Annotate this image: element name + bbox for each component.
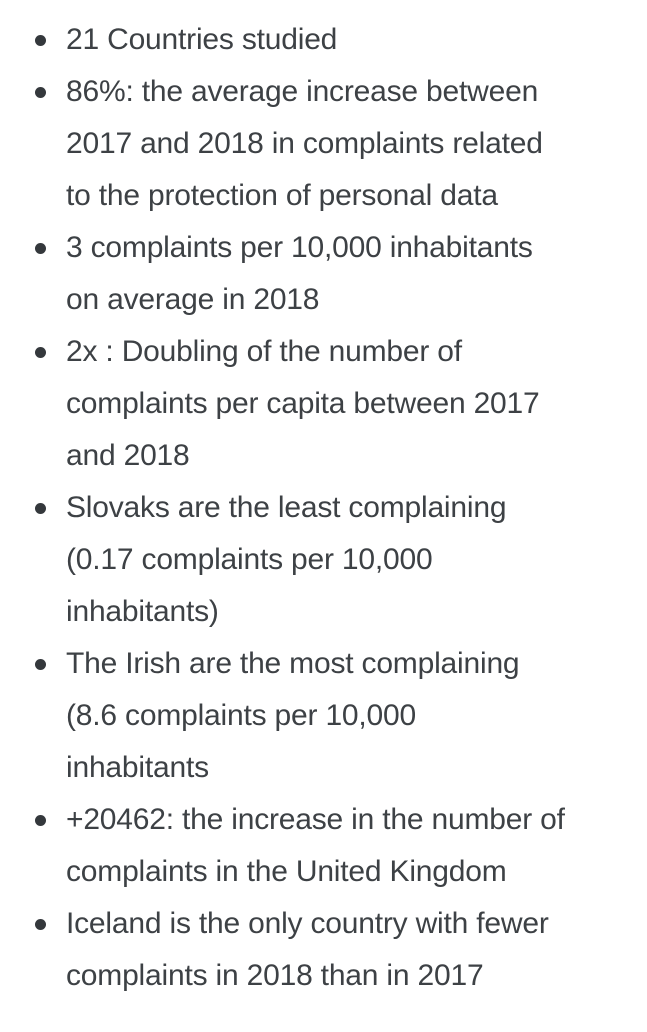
bullet-icon — [35, 347, 46, 358]
bullet-icon — [35, 659, 46, 670]
bullet-icon — [35, 503, 46, 514]
bullet-icon — [35, 35, 46, 46]
list-item-line: on average in 2018 — [66, 283, 320, 316]
list-item-line: 2017 and 2018 in complaints related — [66, 127, 543, 160]
list-item-line: 2x : Doubling of the number of — [66, 335, 462, 368]
bullet-icon — [35, 815, 46, 826]
list-item — [66, 222, 637, 326]
list-item-line: to the protection of personal data — [66, 179, 498, 212]
list-item — [66, 638, 637, 794]
list-item — [66, 14, 637, 66]
list-item-line: +20462: the increase in the number of — [66, 803, 565, 836]
list-item-line: (0.17 complaints per 10,000 — [66, 543, 433, 576]
list-item — [66, 794, 637, 898]
list-item-line: Iceland is the only country with fewer — [66, 907, 549, 940]
bullet-icon — [35, 919, 46, 930]
bullet-icon — [35, 87, 46, 98]
list-item — [66, 326, 637, 482]
list-item-line: 3 complaints per 10,000 inhabitants — [66, 231, 533, 264]
list-item-line: complaints in the United Kingdom — [66, 855, 507, 888]
list-item-line: and 2018 — [66, 439, 190, 472]
list-item-line: 86%: the average increase between — [66, 75, 539, 108]
bullet-icon — [35, 243, 46, 254]
list-item-line: inhabitants — [66, 751, 209, 784]
list-item-line: complaints in 2018 than in 2017 — [66, 959, 484, 992]
list-item-line: (8.6 complaints per 10,000 — [66, 699, 417, 732]
list-item — [66, 66, 637, 222]
list-item-line: Slovaks are the least complaining — [66, 491, 507, 524]
list-item-line: 21 Countries studied — [66, 23, 338, 56]
list-item-line: inhabitants) — [66, 595, 219, 628]
list-item-line: complaints per capita between 2017 — [66, 387, 540, 420]
list-item — [66, 482, 637, 638]
list-item-line: The Irish are the most complaining — [66, 647, 520, 680]
list-item — [66, 898, 637, 1002]
